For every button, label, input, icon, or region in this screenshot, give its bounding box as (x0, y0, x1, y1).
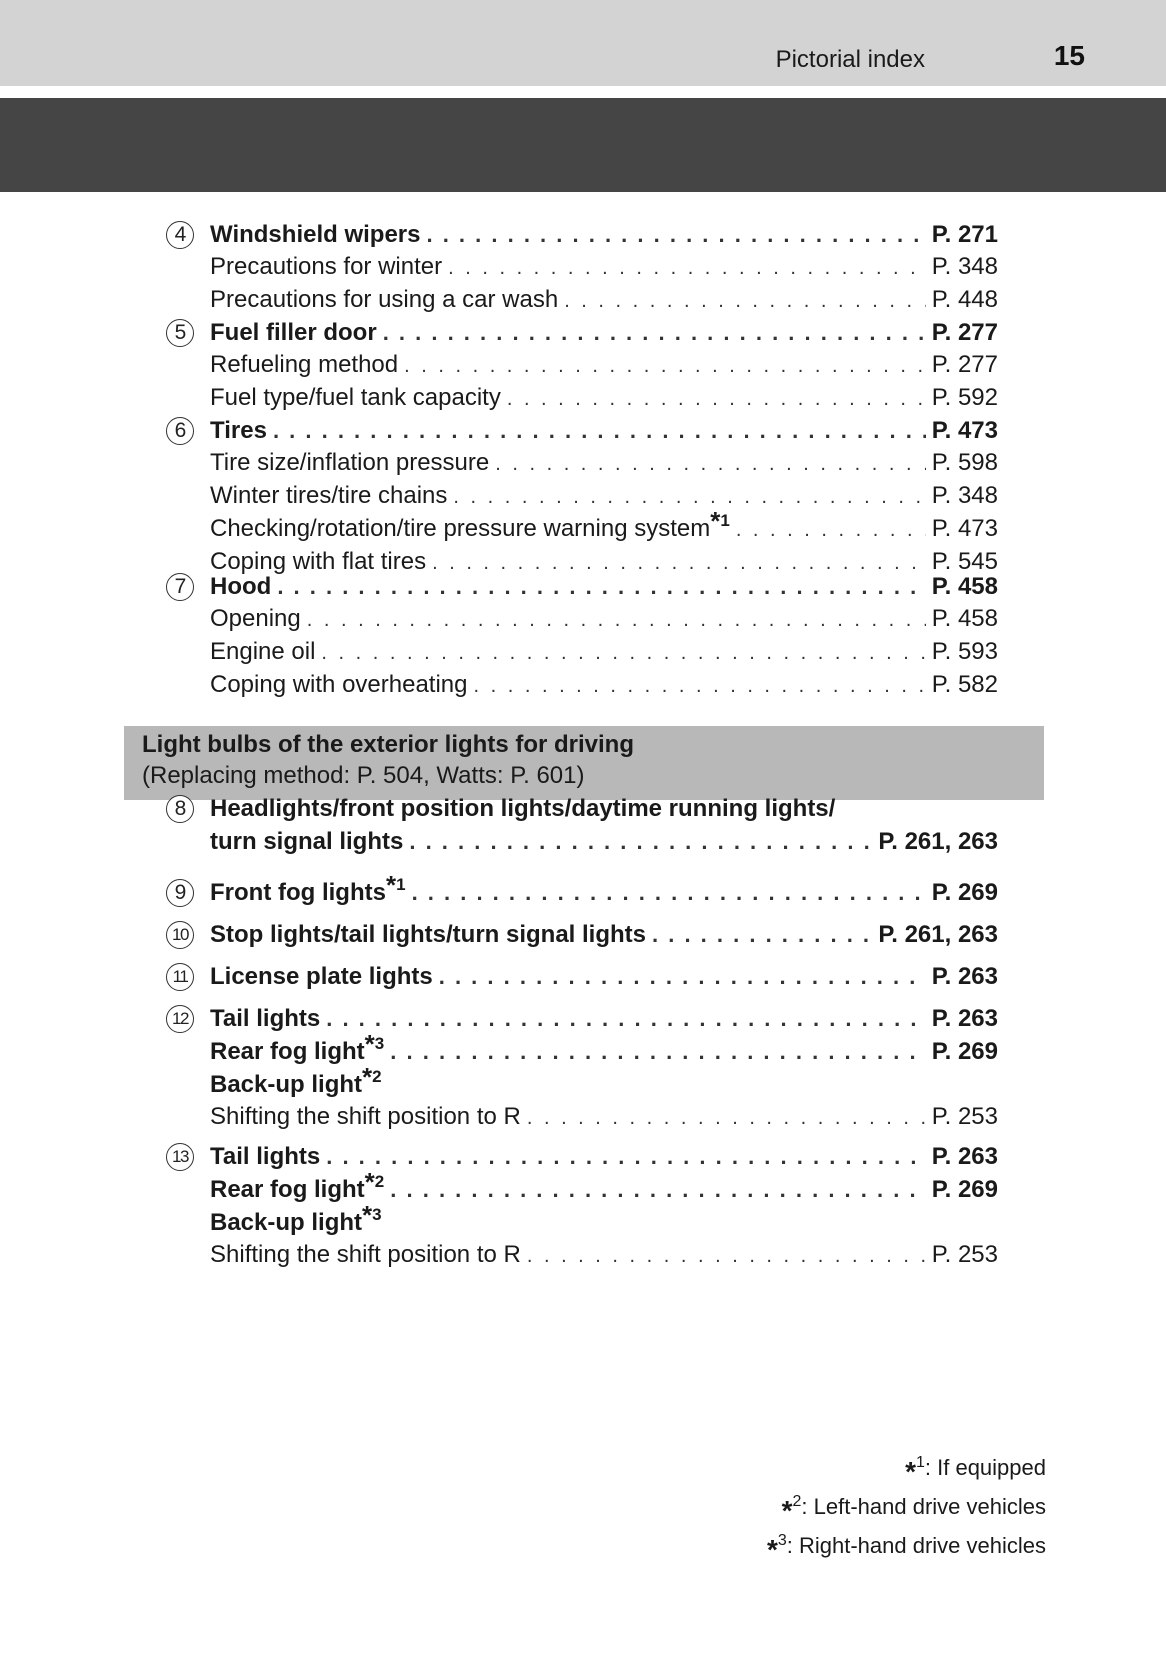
dot-leader (439, 960, 926, 993)
item-number-badge: 5 (166, 319, 194, 347)
index-subentry[interactable] (210, 636, 998, 669)
index-subentry[interactable] (210, 284, 998, 317)
entry-label: Tail lights (210, 1143, 321, 1170)
page-reference[interactable]: P. 348 (931, 253, 998, 280)
page-reference[interactable]: P. 598 (931, 449, 998, 476)
dot-leader (409, 825, 872, 858)
entry-label: Precautions for winter (210, 253, 443, 280)
footnote-marker: *3 (362, 1200, 382, 1230)
index-entry[interactable] (210, 1140, 998, 1173)
entry-label: Tail lights (210, 1005, 321, 1032)
page-reference[interactable]: P. 448 (931, 286, 998, 313)
index-entry[interactable] (210, 570, 998, 603)
entry-label: Winter tires/tire chains (210, 482, 448, 509)
page-reference[interactable]: P. 269 (931, 1176, 998, 1203)
dot-leader (404, 351, 926, 382)
index-group (162, 1002, 998, 1134)
index-subentry[interactable] (210, 480, 998, 513)
entry-label: Opening (210, 605, 301, 632)
page-reference[interactable]: P. 473 (931, 515, 998, 542)
header-band (0, 0, 1166, 86)
index-entry[interactable] (210, 414, 998, 447)
page-reference[interactable]: P. 593 (931, 638, 998, 665)
entry-label: Tires (210, 417, 267, 444)
item-number-badge: 13 (166, 1143, 194, 1171)
index-subentry[interactable] (210, 1239, 998, 1272)
entry-label: Checking/rotation/tire pressure warning system$^{*1}$ (210, 506, 730, 542)
footnote-marker: *1 (710, 506, 730, 536)
dot-leader (564, 286, 926, 317)
page-reference[interactable]: P. 582 (931, 671, 998, 698)
index-group (162, 1140, 998, 1272)
footnote: *$^2$: Left-hand drive vehicles (781, 1493, 1046, 1526)
dot-leader (307, 605, 926, 636)
footnote-marker: *2 (362, 1062, 382, 1092)
index-group (162, 570, 998, 702)
page-reference[interactable]: P. 263 (931, 1005, 998, 1032)
footnote: *$^1$: If equipped (905, 1454, 1046, 1487)
index-entry[interactable] (210, 316, 998, 349)
item-number-badge: 4 (166, 221, 194, 249)
entry-label: Headlights/front position lights/daytime running lights/ (210, 795, 836, 822)
title-bar (0, 98, 1166, 192)
index-subentry[interactable] (210, 251, 998, 284)
index-subentry[interactable] (210, 669, 998, 702)
page-reference[interactable]: P. 458 (931, 605, 998, 632)
entry-label: Precautions for using a car wash (210, 286, 559, 313)
index-entry[interactable] (210, 218, 998, 251)
index-subentry[interactable] (210, 382, 998, 415)
index-entry[interactable] (210, 1029, 998, 1068)
page-reference[interactable]: P. 473 (931, 417, 998, 444)
dot-leader (652, 918, 872, 951)
index-group (162, 870, 998, 909)
entry-label: Rear fog light$^{*3}$ (210, 1029, 385, 1065)
entry-label: Rear fog light$^{*2}$ (210, 1167, 385, 1203)
index-entry[interactable] (210, 825, 998, 858)
entry-label: Windshield wipers (210, 221, 421, 248)
dot-leader (383, 316, 926, 349)
dot-leader (495, 449, 925, 480)
index-entry[interactable] (210, 1002, 998, 1035)
item-number-badge: 11 (166, 963, 194, 991)
index-subentry[interactable] (210, 1101, 998, 1134)
entry-label: Coping with overheating (210, 671, 468, 698)
entry-label: Stop lights/tail lights/turn signal lights (210, 921, 646, 948)
entry-label: turn signal lights (210, 828, 404, 855)
page-reference[interactable]: P. 253 (931, 1241, 998, 1268)
page-reference[interactable]: P. 458 (931, 573, 998, 600)
index-group (162, 218, 998, 317)
entry-label: Front fog lights$^{*1}$ (210, 870, 406, 906)
entry-label: Shifting the shift position to R (210, 1241, 521, 1268)
footnotes (767, 1448, 1046, 1565)
index-entry[interactable] (210, 1200, 998, 1239)
light-bulbs-subtitle: (Replacing method: P. 504, Watts: P. 601) (142, 762, 585, 789)
index-group (162, 316, 998, 415)
page-reference[interactable]: P. 545 (931, 548, 998, 575)
entry-label: Refueling method (210, 351, 399, 378)
index-group (162, 918, 998, 951)
index-entry[interactable] (210, 1062, 998, 1101)
dot-leader (390, 1173, 925, 1206)
page-reference[interactable]: P. 277 (931, 351, 998, 378)
index-entry[interactable] (210, 918, 998, 951)
dot-leader (453, 482, 925, 513)
light-bulbs-box (124, 726, 1044, 800)
index-subentry[interactable] (210, 349, 998, 382)
footnote-marker: *3 (364, 1029, 385, 1059)
page-reference[interactable]: P. 269 (931, 1038, 998, 1065)
page-reference[interactable]: P. 261, 263 (878, 828, 998, 855)
entry-label: Fuel filler door (210, 319, 377, 346)
dot-leader (527, 1241, 926, 1272)
item-number-badge: 10 (166, 921, 194, 949)
dot-leader (326, 1002, 925, 1035)
page-reference[interactable]: P. 271 (931, 221, 998, 248)
dot-leader (273, 414, 926, 447)
index-entry[interactable] (210, 870, 998, 909)
dot-leader (326, 1140, 925, 1173)
page-reference[interactable]: P. 261, 263 (878, 921, 998, 948)
entry-label: Hood (210, 573, 272, 600)
page-reference[interactable]: P. 277 (931, 319, 998, 346)
index-entry[interactable] (210, 792, 998, 825)
dot-leader (390, 1035, 925, 1068)
dot-leader (321, 638, 925, 669)
index-group (162, 414, 998, 579)
item-number-badge: 9 (166, 879, 194, 907)
page-reference[interactable]: P. 348 (931, 482, 998, 509)
index-subentry[interactable] (210, 447, 998, 480)
dot-leader (474, 671, 926, 702)
page-reference[interactable]: P. 263 (931, 963, 998, 990)
item-number-badge: 8 (166, 795, 194, 823)
footnote-marker: *1 (385, 870, 406, 900)
page-number: 15 (1053, 40, 1085, 71)
entry-label: Engine oil (210, 638, 316, 665)
dot-leader (448, 253, 926, 284)
dot-leader (736, 515, 926, 546)
footnote: *$^3$: Right-hand drive vehicles (766, 1532, 1046, 1565)
index-entry[interactable] (210, 1167, 998, 1206)
index-subentry[interactable] (210, 603, 998, 636)
index-group (162, 792, 998, 858)
dot-leader (277, 570, 925, 603)
entry-label: Tire size/inflation pressure (210, 449, 490, 476)
dot-leader (426, 218, 925, 251)
entry-label: License plate lights (210, 963, 433, 990)
item-number-badge: 7 (166, 573, 194, 601)
entry-label: Back-up light$^{*2}$ (210, 1062, 382, 1098)
dot-leader (507, 384, 926, 415)
entry-label: Fuel type/fuel tank capacity (210, 384, 501, 411)
page-reference[interactable]: P. 263 (931, 1143, 998, 1170)
page-reference[interactable]: P. 592 (931, 384, 998, 411)
entry-label: Back-up light$^{*3}$ (210, 1200, 382, 1236)
light-bulbs-title: Light bulbs of the exterior lights for driving (142, 731, 634, 758)
page-reference[interactable]: P. 253 (931, 1103, 998, 1130)
index-subentry[interactable] (210, 506, 998, 546)
section-title: Pictorial index (775, 46, 925, 73)
entry-label: Coping with flat tires (210, 548, 427, 575)
index-entry[interactable] (210, 960, 998, 993)
index-group (162, 960, 998, 993)
page-reference[interactable]: P. 269 (931, 879, 998, 906)
entry-label: Shifting the shift position to R (210, 1103, 521, 1130)
item-number-badge: 12 (166, 1005, 194, 1033)
dot-leader (412, 876, 926, 909)
item-number-badge: 6 (166, 417, 194, 445)
dot-leader (527, 1103, 926, 1134)
footnote-marker: *2 (364, 1167, 385, 1197)
